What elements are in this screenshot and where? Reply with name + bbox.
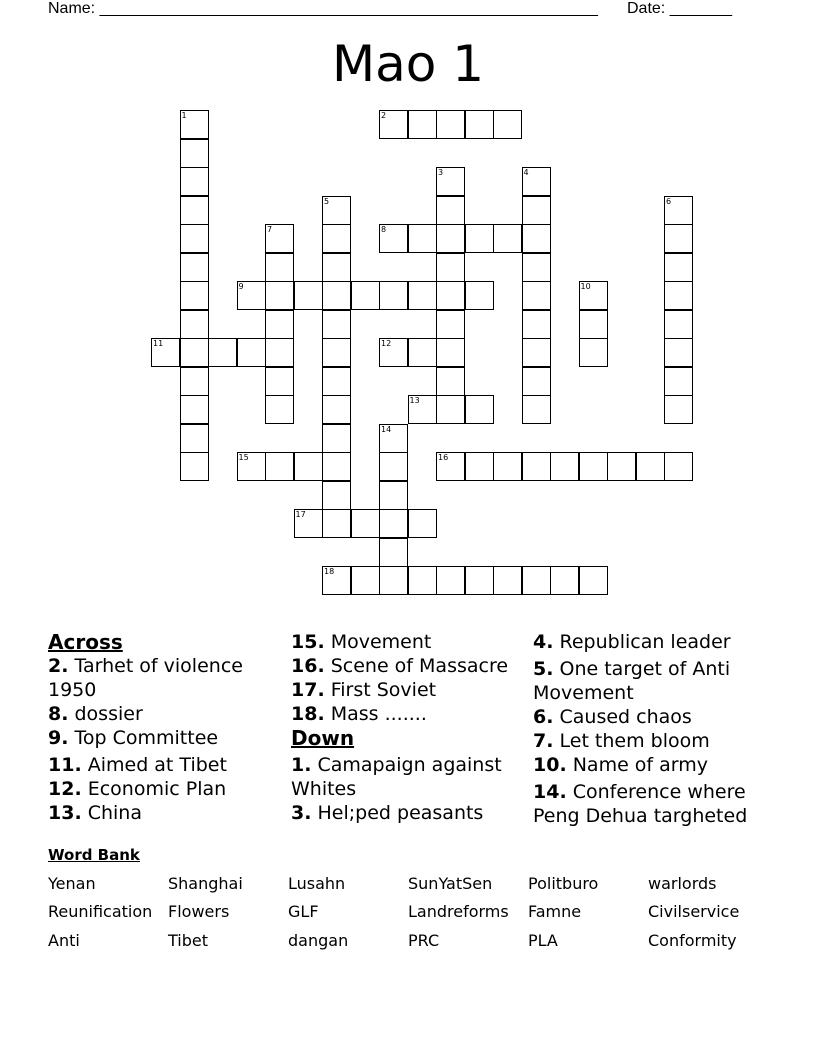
grid-cell[interactable] xyxy=(180,310,209,339)
grid-cell[interactable] xyxy=(265,338,294,367)
grid-cell[interactable] xyxy=(522,310,551,339)
grid-cell[interactable] xyxy=(180,110,209,139)
grid-cell[interactable] xyxy=(522,338,551,367)
word-bank-item: Conformity xyxy=(648,931,737,950)
grid-cell[interactable] xyxy=(664,196,693,225)
grid-cell[interactable] xyxy=(265,281,294,310)
grid-cell[interactable] xyxy=(522,253,551,282)
grid-cell[interactable] xyxy=(322,395,351,424)
cell-number: 2 xyxy=(381,111,387,120)
grid-cell[interactable] xyxy=(322,281,351,310)
grid-cell[interactable] xyxy=(436,452,465,481)
grid-cell[interactable] xyxy=(351,281,380,310)
grid-cell[interactable] xyxy=(379,538,408,567)
grid-cell[interactable] xyxy=(436,110,465,139)
clue-down-1: 1. Camapaign against Whites xyxy=(291,754,502,800)
word-bank-item: Yenan xyxy=(48,874,96,893)
grid-cell[interactable] xyxy=(550,566,579,595)
grid-cell[interactable] xyxy=(322,481,351,510)
grid-cell[interactable] xyxy=(436,224,465,253)
grid-cell[interactable] xyxy=(522,452,551,481)
grid-cell[interactable] xyxy=(265,224,294,253)
grid-cell[interactable] xyxy=(180,367,209,396)
word-bank-item: Famne xyxy=(528,902,582,921)
down-heading: Down xyxy=(291,726,355,750)
grid-cell[interactable] xyxy=(294,281,323,310)
grid-cell[interactable] xyxy=(322,452,351,481)
grid-cell[interactable] xyxy=(294,509,323,538)
clue-down-4: 4. Republican leader xyxy=(533,631,731,653)
grid-cell[interactable] xyxy=(379,566,408,595)
grid-cell[interactable] xyxy=(436,367,465,396)
grid-cell[interactable] xyxy=(664,253,693,282)
word-bank-item: Landreforms xyxy=(408,902,509,921)
clue-down-10: 10. Name of army xyxy=(533,754,709,776)
grid-cell[interactable] xyxy=(579,566,608,595)
grid-cell[interactable] xyxy=(408,338,437,367)
cell-number: 16 xyxy=(438,453,449,462)
clues-column-2 xyxy=(291,630,526,825)
grid-cell[interactable] xyxy=(664,338,693,367)
grid-cell[interactable] xyxy=(436,253,465,282)
grid-cell[interactable] xyxy=(408,509,437,538)
cell-number: 12 xyxy=(381,339,392,348)
grid-cell[interactable] xyxy=(436,281,465,310)
clue-down-7: 7. Let them bloom xyxy=(533,730,710,752)
grid-cell[interactable] xyxy=(436,395,465,424)
clue-down-14: 14. Conference where Peng Dehua targheted xyxy=(533,781,748,827)
grid-cell[interactable] xyxy=(664,367,693,396)
grid-cell[interactable] xyxy=(465,281,494,310)
grid-cell[interactable] xyxy=(180,338,209,367)
grid-cell[interactable] xyxy=(379,509,408,538)
grid-cell[interactable] xyxy=(237,452,266,481)
clue-across-8: 8. dossier xyxy=(48,703,143,725)
word-bank-item: PLA xyxy=(528,931,558,950)
grid-cell[interactable] xyxy=(579,281,608,310)
grid-cell[interactable] xyxy=(180,253,209,282)
grid-cell[interactable] xyxy=(322,566,351,595)
word-bank-item: Anti xyxy=(48,931,80,950)
grid-cell[interactable] xyxy=(436,167,465,196)
grid-cell[interactable] xyxy=(465,395,494,424)
grid-cell[interactable] xyxy=(493,452,522,481)
grid-cell[interactable] xyxy=(237,281,266,310)
grid-cell[interactable] xyxy=(522,367,551,396)
name-field-label: Name: ________________________________________________________ xyxy=(48,0,598,17)
grid-cell[interactable] xyxy=(493,224,522,253)
grid-cell[interactable] xyxy=(522,395,551,424)
word-bank-item: Flowers xyxy=(168,902,230,921)
grid-cell[interactable] xyxy=(180,167,209,196)
clue-across-16: 16. Scene of Massacre xyxy=(291,655,509,677)
cell-number: 8 xyxy=(381,225,387,234)
grid-cell[interactable] xyxy=(579,338,608,367)
page-title: Mao 1 xyxy=(331,35,485,93)
grid-cell[interactable] xyxy=(322,224,351,253)
grid-cell[interactable] xyxy=(180,281,209,310)
cell-number: 14 xyxy=(381,424,392,434)
grid-cell[interactable] xyxy=(522,281,551,310)
grid-cell[interactable] xyxy=(664,310,693,339)
clue-down-3: 3. Hel;ped peasants xyxy=(291,802,484,824)
cell-number: 3 xyxy=(438,168,444,177)
cell-number: 1 xyxy=(181,111,187,120)
grid-cell[interactable] xyxy=(379,424,408,453)
grid-cell[interactable] xyxy=(408,566,437,595)
cell-number: 7 xyxy=(267,225,273,234)
across-heading: Across xyxy=(48,630,123,654)
grid-cell[interactable] xyxy=(180,139,209,168)
grid-cell[interactable] xyxy=(379,224,408,253)
cell-number: 17 xyxy=(295,510,306,519)
word-bank-title: Word Bank xyxy=(48,846,140,864)
grid-cell[interactable] xyxy=(607,452,636,481)
word-bank-item: SunYatSen xyxy=(408,874,493,893)
grid-cell[interactable] xyxy=(522,167,551,196)
grid-cell[interactable] xyxy=(379,281,408,310)
grid-cell[interactable] xyxy=(265,452,294,481)
grid-cell[interactable] xyxy=(664,395,693,424)
grid-cell[interactable] xyxy=(322,367,351,396)
clue-across-9: 9. Top Committee xyxy=(48,727,219,749)
grid-cell[interactable] xyxy=(379,481,408,510)
grid-cell[interactable] xyxy=(265,367,294,396)
grid-cell[interactable] xyxy=(180,452,209,481)
clue-across-18: 18. Mass ....... xyxy=(291,703,427,725)
grid-cell[interactable] xyxy=(436,566,465,595)
grid-cell[interactable] xyxy=(237,338,266,367)
cell-number: 11 xyxy=(153,339,164,348)
grid-cell[interactable] xyxy=(408,395,437,424)
grid-cell[interactable] xyxy=(322,338,351,367)
grid-cell[interactable] xyxy=(408,224,437,253)
cell-number: 4 xyxy=(523,168,529,177)
grid-cell[interactable] xyxy=(265,310,294,339)
word-bank-item: Shanghai xyxy=(168,874,243,893)
clue-across-17: 17. First Soviet xyxy=(291,679,437,701)
grid-cell[interactable] xyxy=(322,424,351,453)
word-bank-item: Politburo xyxy=(528,874,599,893)
grid-cell[interactable] xyxy=(351,509,380,538)
clue-across-11: 11. Aimed at Tibet xyxy=(48,754,227,776)
grid-cell[interactable] xyxy=(180,224,209,253)
grid-cell[interactable] xyxy=(322,253,351,282)
grid-cell[interactable] xyxy=(265,395,294,424)
grid-cell[interactable] xyxy=(351,566,380,595)
word-bank-item: Reunification xyxy=(48,902,153,921)
grid-cell[interactable] xyxy=(151,338,180,367)
grid-cell[interactable] xyxy=(436,310,465,339)
grid-cell[interactable] xyxy=(322,196,351,225)
clue-across-15: 15. Movement xyxy=(291,631,432,653)
grid-cell[interactable] xyxy=(180,196,209,225)
cell-number: 6 xyxy=(666,196,672,206)
grid-cell[interactable] xyxy=(465,452,494,481)
grid-cell[interactable] xyxy=(208,338,237,367)
grid-cell[interactable] xyxy=(493,566,522,595)
cell-number: 13 xyxy=(409,396,420,405)
grid-cell[interactable] xyxy=(379,110,408,139)
word-bank-item: Civilservice xyxy=(648,902,740,921)
date-field-label: Date: _______ xyxy=(627,0,732,17)
clue-down-6: 6. Caused chaos xyxy=(533,706,692,728)
grid-cell[interactable] xyxy=(265,253,294,282)
grid-cell[interactable] xyxy=(465,224,494,253)
clues-column-1 xyxy=(48,630,278,825)
cell-number: 18 xyxy=(324,567,335,576)
word-bank-item: GLF xyxy=(288,902,319,921)
grid-cell[interactable] xyxy=(579,452,608,481)
grid-cell[interactable] xyxy=(664,224,693,253)
grid-cell[interactable] xyxy=(579,310,608,339)
word-bank-item: dangan xyxy=(288,931,349,950)
grid-cell[interactable] xyxy=(436,338,465,367)
grid-cell[interactable] xyxy=(465,566,494,595)
grid-cell[interactable] xyxy=(465,110,494,139)
grid-cell[interactable] xyxy=(322,310,351,339)
grid-cell[interactable] xyxy=(664,281,693,310)
grid-cell[interactable] xyxy=(180,395,209,424)
word-bank-item: warlords xyxy=(648,874,717,893)
word-bank-item: Lusahn xyxy=(288,874,346,893)
grid-cell[interactable] xyxy=(493,110,522,139)
grid-cell[interactable] xyxy=(408,281,437,310)
cell-number: 5 xyxy=(324,196,330,206)
clue-down-5: 5. One target of Anti Movement xyxy=(533,658,731,704)
clues-column-3 xyxy=(533,630,773,828)
grid-cell[interactable] xyxy=(522,224,551,253)
clue-across-2: 2. Tarhet of violence 1950 xyxy=(48,655,243,701)
grid-cell[interactable] xyxy=(294,452,323,481)
grid-cell[interactable] xyxy=(522,566,551,595)
cell-number: 9 xyxy=(238,282,244,291)
grid-cell[interactable] xyxy=(180,424,209,453)
grid-cell[interactable] xyxy=(550,452,579,481)
grid-cell[interactable] xyxy=(436,196,465,225)
cell-number: 10 xyxy=(580,282,591,291)
grid-cell[interactable] xyxy=(322,509,351,538)
word-bank-item: Tibet xyxy=(168,931,208,950)
grid-cell[interactable] xyxy=(636,452,665,481)
grid-cell[interactable] xyxy=(379,452,408,481)
grid-cell[interactable] xyxy=(379,338,408,367)
clue-across-12: 12. Economic Plan xyxy=(48,778,227,800)
grid-cell[interactable] xyxy=(522,196,551,225)
clue-across-13: 13. China xyxy=(48,802,142,824)
grid-cell[interactable] xyxy=(664,452,693,481)
cell-number: 15 xyxy=(238,453,249,462)
grid-cell[interactable] xyxy=(408,110,437,139)
word-bank-item: PRC xyxy=(408,931,440,950)
